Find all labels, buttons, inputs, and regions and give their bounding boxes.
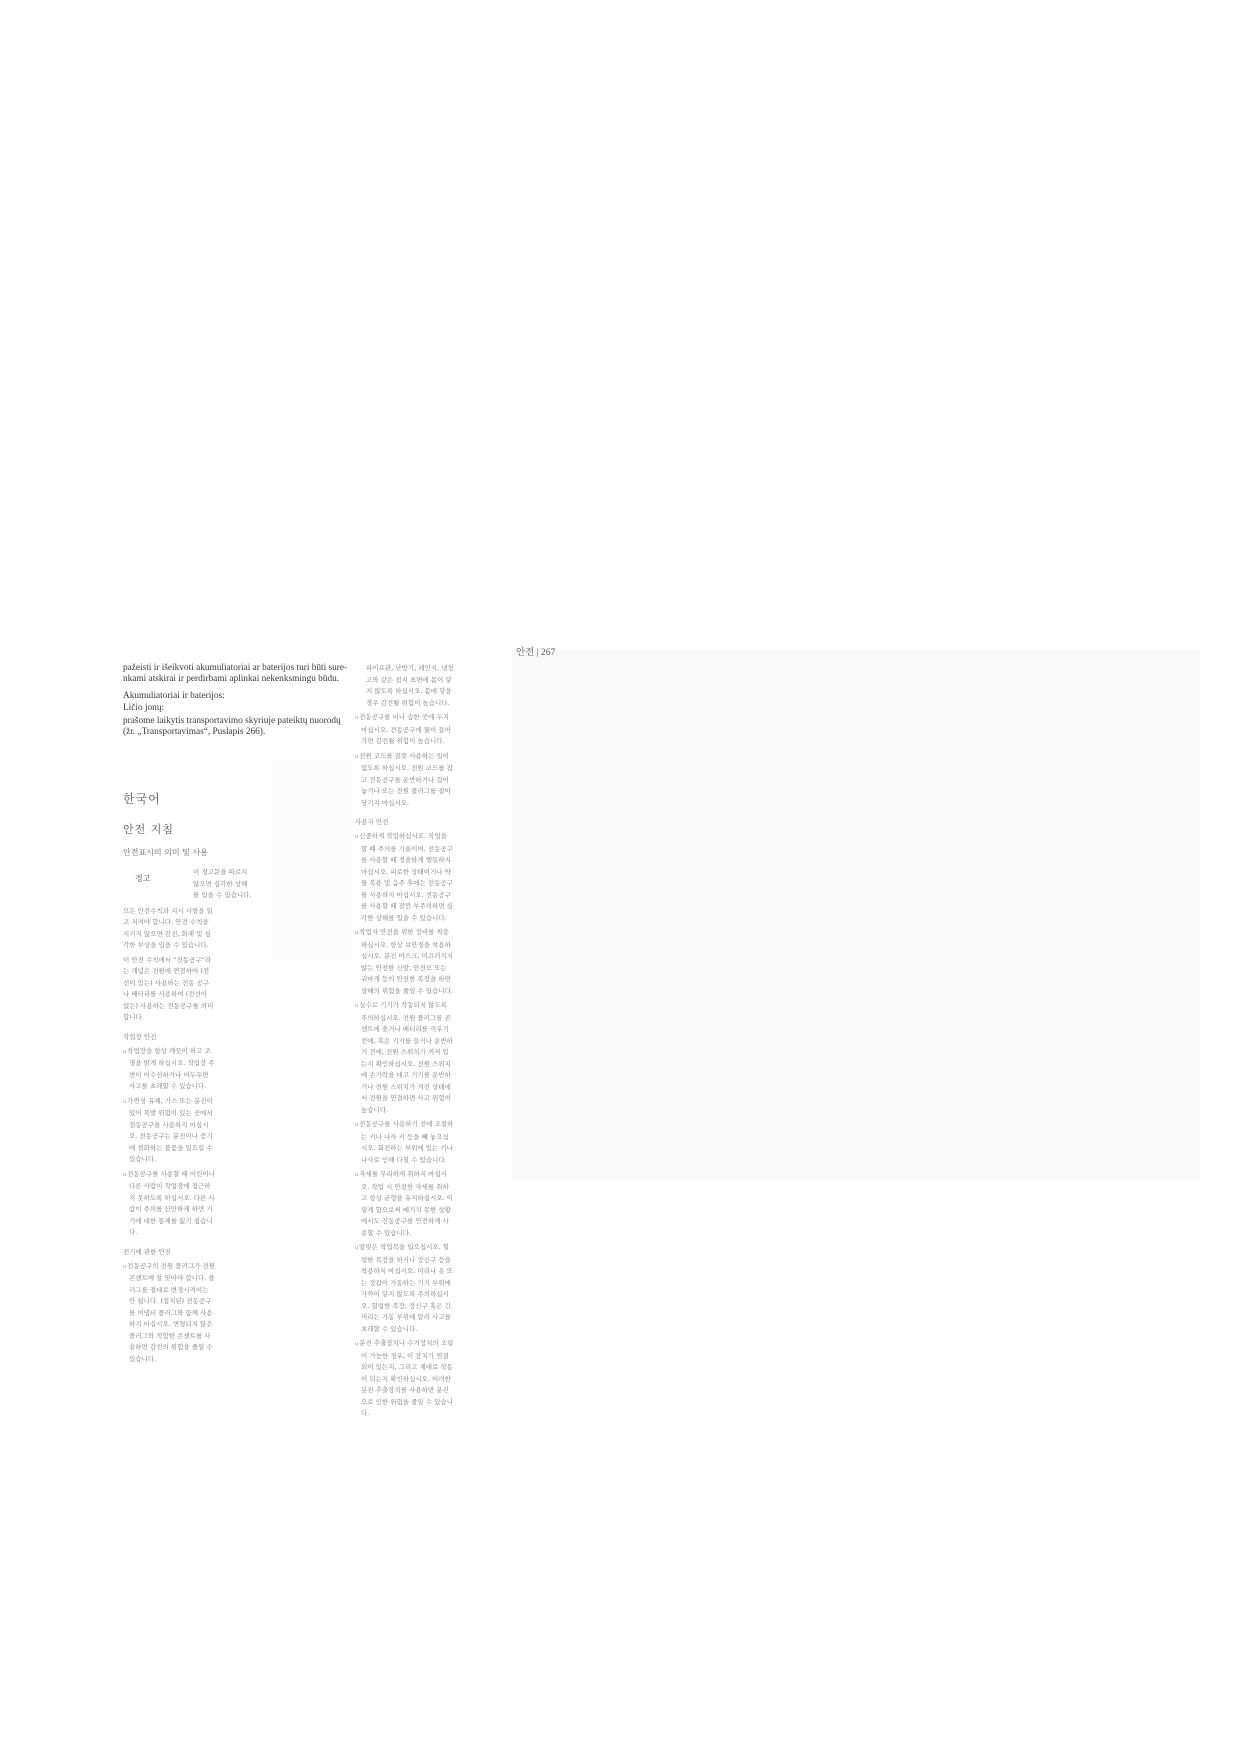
lt-paragraph: pažeisti ir išeikvoti akumuliatoriai ar baterijos turi būti sure-nkami atskirai ir perdirbami aplinkai nekenksmingu būdu. bbox=[123, 663, 348, 685]
bullet-icon: u bbox=[123, 1098, 127, 1105]
left-column bbox=[123, 663, 355, 1368]
lt-subheading: Ličio jonų: bbox=[123, 703, 165, 714]
work-safety-heading: 작업장 안전 bbox=[123, 1032, 157, 1041]
chapter-title: 안전 지침 bbox=[123, 823, 175, 837]
subsection-title: 안전표시의 의미 및 사용 bbox=[123, 848, 208, 858]
bullet-icon: u bbox=[355, 1245, 359, 1251]
warning-text: 이 경고문을 따르지 않으면 심각한 상해를 입을 수 있습니다. bbox=[193, 868, 252, 900]
body-paragraph: 이 안전 수칙에서 “전동공구”라는 개념은 전원에 연결하여 (전선이 있는) 사용하는 전동 공구나 배터리를 사용하여 (전선이 없는) 사용하는 전동공구를 의미합니다. bbox=[123, 955, 214, 1022]
list-item: u분진 추출장치나 수거장치의 조립이 가능한 경우, 이 장치가 연결되어 있는지, 그리고 제대로 작동이 되는지 확인하십시오. 이러한 분진 추출장치를 사용하면 분진으로 인한 위험을 줄일 수 있습니다. bbox=[355, 1339, 454, 1417]
bullet-icon: u bbox=[355, 1122, 359, 1128]
list-item: u알맞은 작업복을 입으십시오. 헐렁한 복장을 하거나 장신구 등을 착용하지 마십시오. 머리나 옷 또는 장갑이 가동하는 기기 부위에 가까이 닿지 않도록 주의하십시오. 헐렁한 복장, 장신구 혹은 긴 머리는 가동 부위에 말려 사고를 초래할 수 있습니다. bbox=[355, 1243, 453, 1333]
user-safety-heading: 사용자 안전 bbox=[355, 818, 389, 826]
list-item: u신중하게 작업하십시오. 작업을 할 때 주의를 기울이며, 전동공구를 사용할 때 경솔하게 행동하지 마십시오. 피로한 상태이거나 약물 복용 및 음주 후에는 전동공구를 사용하지 마십시오. 전동공구를 사용할 때 잠깐 부주의하면 심각한 상해를 입을 수 있습니다. bbox=[355, 832, 453, 922]
section-title: 한국어 bbox=[123, 792, 161, 807]
bullet-icon: u bbox=[123, 1171, 127, 1178]
warning-intro bbox=[123, 867, 355, 902]
page-number: 안전 | 267 bbox=[516, 648, 556, 658]
list-item: u자세를 무리하게 취하지 마십시오. 작업 시 안전한 자세를 취하고 항상 균형을 유지하십시오. 이렇게 함으로써 예기치 못한 상황에서도 전동공구를 안전하게 사용할 수 있습니다. bbox=[355, 1170, 453, 1237]
list-item: u전동공구의 전원 플러그가 전원 콘센트에 잘 맞아야 합니다. 플러그를 절대로 변경시켜서는 안 됩니다. (접지된) 전동공구를 어댑터 플러그와 함께 사용하지 마십시오. 변형되지 않은 플러그와 적합한 콘센트를 사용하면 감전의 위험을 줄일 수 있습니다. bbox=[123, 1261, 215, 1363]
list-item: u작업자 안전을 위한 장비를 착용하십시오. 항상 보안경을 착용하십시오. 분진 마스크, 미끄러지지 않는 안전한 신발, 안전모 또는 귀마개 등의 안전한 복장을 하면 상해의 위험을 줄일 수 있습니다. bbox=[355, 928, 453, 995]
bullet-icon: u bbox=[355, 715, 359, 721]
bullet-icon: u bbox=[355, 1172, 359, 1178]
bullet-icon: u bbox=[355, 1341, 359, 1347]
bullet-icon: u bbox=[123, 1048, 127, 1055]
list-item: u전원 코드를 잘못 사용하는 일이 없도록 하십시오. 전원 코드를 잡고 전동공구를 운반하거나 걸어 놓거나 또는 전원 플러그를 잡아 당기지 마십시오. bbox=[355, 751, 453, 807]
electric-safety-heading: 전기에 관한 안전 bbox=[123, 1247, 172, 1256]
list-item: u전동공구를 사용할 때 어린이나 다른 사람이 작업장에 접근하지 못하도록 하십시오. 다른 사람이 주의를 산만하게 하면 기기에 대한 통제를 잃기 쉽습니다. bbox=[123, 1169, 215, 1237]
list-item: u작업장을 항상 깨끗이 하고 조명을 밝게 하십시오. 작업장 주변이 어수선하거나 어두우면 사고를 초래할 수 있습니다. bbox=[123, 1046, 215, 1091]
list-item: u전동공구를 비나 습한 곳에 두지 마십시오. 전동공구에 물이 들어가면 감전될 위험이 높습니다. bbox=[355, 713, 451, 745]
bullet-icon: u bbox=[123, 1263, 127, 1270]
list-item: u실수로 기기가 작동되지 않도록 주의하십시오. 전원 플러그를 콘센트에 꽂거나 배터리를 끼우기 전에, 혹은 기기를 들거나 운반하기 전에, 전원 스위치가 꺼져 있는지 확인하십시오. 전원 스위치에 손가락을 대고 기기를 운반하거나 전원 스위치가 켜진 상태에서 전원을 연결하면 사고 위험이 높습니다. bbox=[355, 1001, 453, 1114]
body-paragraph: 모든 안전수칙과 지시 사항을 읽고 지켜야 합니다. 안전 수칙을 지키지 않으면 감전, 화재 및 심각한 부상을 입을 수 있습니다. bbox=[123, 906, 213, 950]
bullet-icon: u bbox=[355, 834, 359, 840]
lt-heading: Akumuliatoriai ir baterijos: bbox=[123, 690, 225, 701]
list-item: u가연성 유체, 가스 또는 분진이 있어 폭발 위험이 있는 곳에서 전동공구를 사용하지 마십시오. 전동공구는 분진이나 증기에 점화하는 불꽃을 일으킬 수 있습니다. bbox=[123, 1096, 213, 1164]
lt-paragraph: prašome laikytis transportavimo skyriuje pateiktų nuorodų (žr. „Transportavimas“, Puslapis 266). bbox=[123, 715, 341, 738]
right-column bbox=[355, 663, 455, 1423]
warning-label: 경고 bbox=[135, 874, 151, 884]
body-paragraph: 파이프관, 난방기, 레인지, 냉장고와 같은 접지 표면에 몸이 닿지 않도록 하십시오. 몸에 닿을 경우 감전될 위험이 높습니다. bbox=[366, 664, 454, 707]
bullet-icon: u bbox=[355, 930, 359, 936]
background-panel bbox=[512, 650, 1200, 1180]
list-item: u전동공구를 사용하기 전에 조절하는 키나 나사 키 등을 빼 놓으십시오. 회전하는 부위에 있는 키나 나사로 인해 다칠 수 있습니다. bbox=[355, 1120, 454, 1164]
bullet-icon: u bbox=[355, 1003, 359, 1009]
bullet-icon: u bbox=[355, 753, 359, 760]
